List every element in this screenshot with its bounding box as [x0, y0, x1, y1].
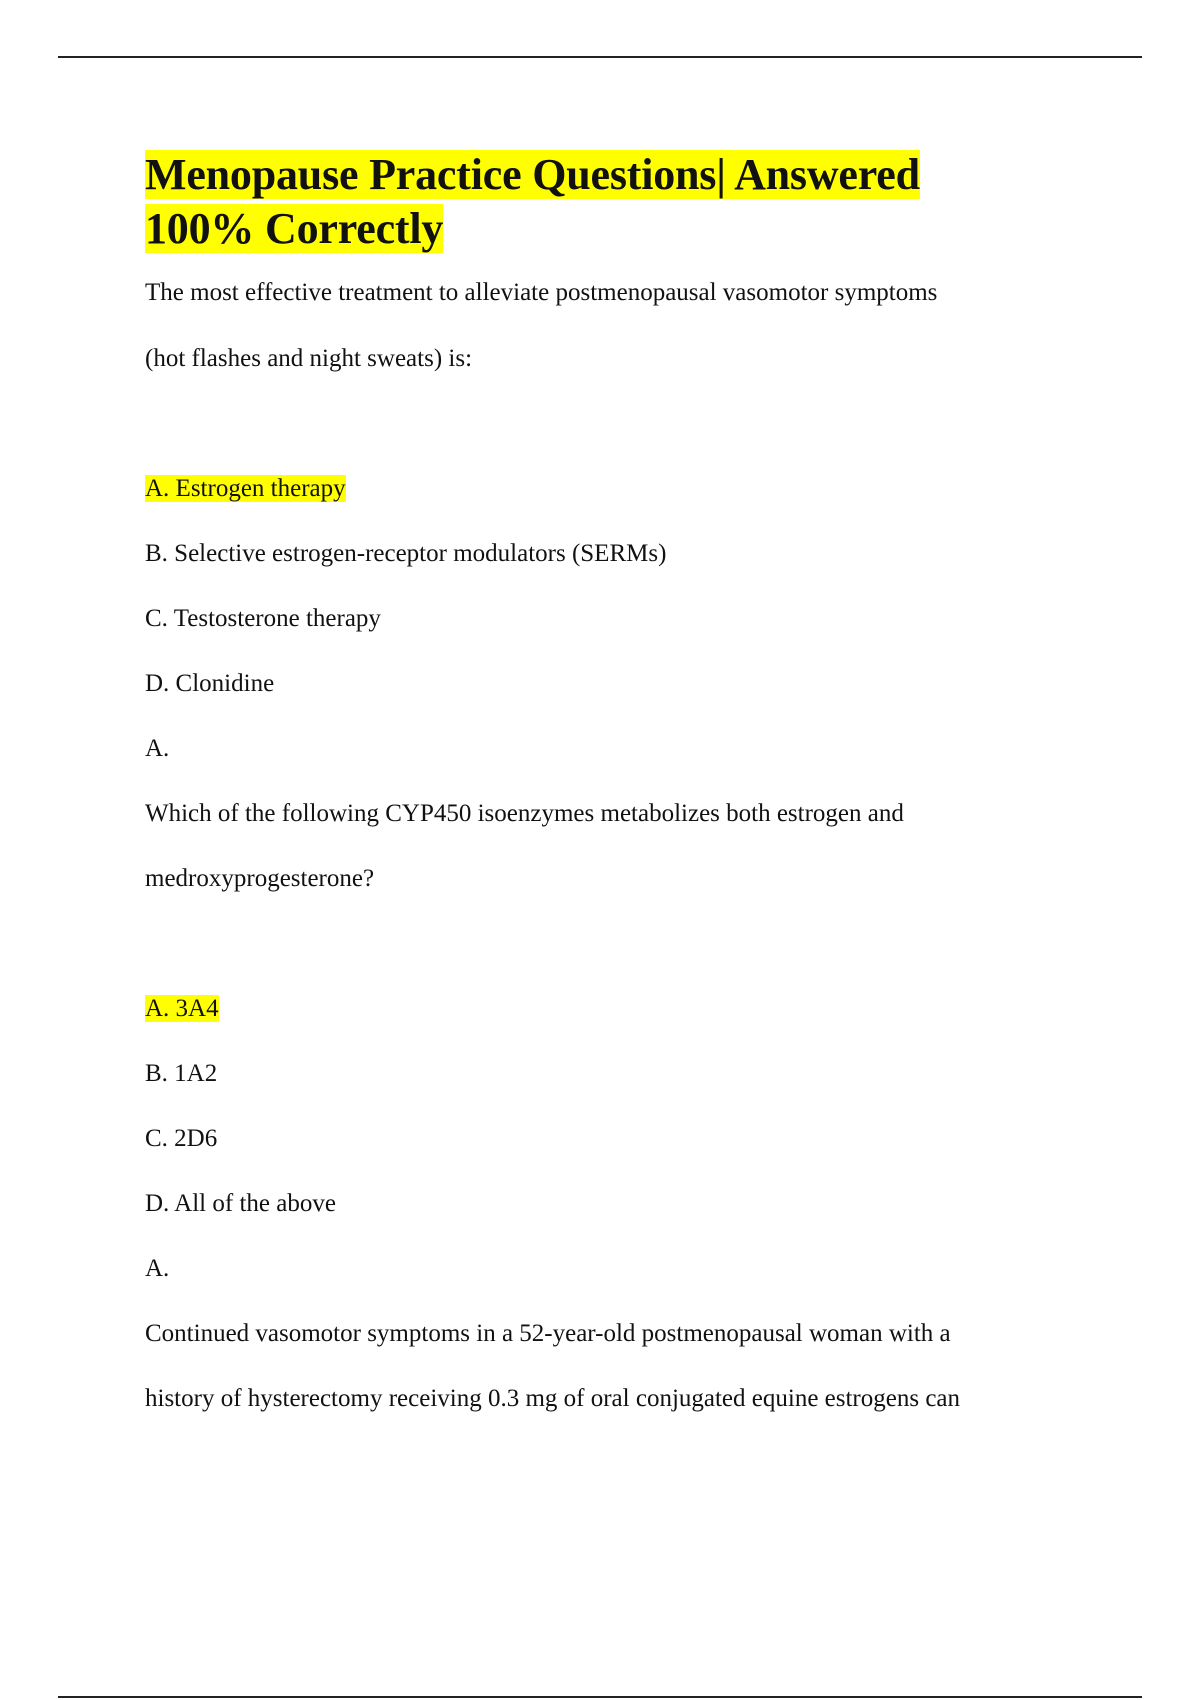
q1-stem-line-1: The most effective treatment to alleviate postmenopausal vasomotor symptoms: [145, 279, 938, 306]
top-rule: [58, 56, 1142, 58]
q1-answer: A.: [145, 735, 170, 762]
bottom-rule: [58, 1696, 1142, 1698]
q2-option-b: B. 1A2: [145, 1060, 218, 1087]
q1-option-c: C. Testosterone therapy: [145, 605, 381, 632]
q2-stem-line-1: Which of the following CYP450 isoenzymes metabolizes both estrogen and: [145, 800, 904, 827]
q3-stem-line-2: history of hysterectomy receiving 0.3 mg of oral conjugated equine estrogens can: [145, 1385, 961, 1412]
q1-option-d: D. Clonidine: [145, 670, 275, 697]
q2-answer: A.: [145, 1255, 170, 1282]
q1-option-b: B. Selective estrogen-receptor modulators (SERMs): [145, 540, 667, 567]
q2-stem-line-2: medroxyprogesterone?: [145, 865, 375, 892]
title-line-2: 100% Correctly: [145, 204, 444, 253]
title-line-1: Menopause Practice Questions| Answered: [145, 150, 920, 199]
q1-option-a-highlight: A. Estrogen therapy: [145, 475, 346, 502]
q3-stem-line-1: Continued vasomotor symptoms in a 52-year-old postmenopausal woman with a: [145, 1320, 951, 1347]
q2-option-c: C. 2D6: [145, 1125, 218, 1152]
page-title: [145, 148, 1085, 256]
q2-option-a-highlight: A. 3A4: [145, 995, 219, 1022]
q1-option-a: [145, 474, 1085, 504]
q2-option-d: D. All of the above: [145, 1190, 336, 1217]
q1-stem-line-2: (hot flashes and night sweats) is:: [145, 345, 473, 372]
q2-option-a: [145, 994, 1085, 1024]
document-body: [145, 148, 1085, 1414]
